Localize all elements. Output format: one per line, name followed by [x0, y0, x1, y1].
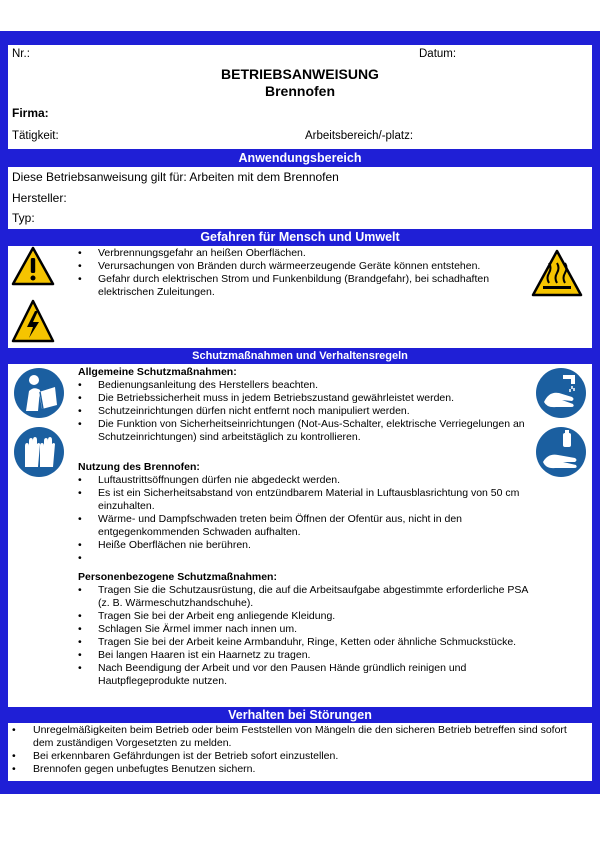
nutzung-list [78, 474, 528, 565]
header-section [8, 45, 592, 149]
hand-cream-icon [535, 426, 587, 478]
nr-label: Nr.: [12, 48, 30, 60]
list-item: • Tragen Sie bei der Arbeit eng anliegende Kleidung. [78, 610, 528, 623]
person-title: Personenbezogene Schutzmaßnahmen: [78, 571, 277, 583]
list-item: • Tragen Sie die Schutzausrüstung, die auf die Arbeitsaufgabe abgestimmte erforderliche PSA (z. B. Wärmeschutzhandschuhe). [78, 584, 528, 610]
stoerungen-heading: Verhalten bei Störungen [8, 708, 592, 722]
list-item: • Luftaustrittsöffnungen dürfen nie abgedeckt werden. [78, 474, 528, 487]
page-subtitle: Brennofen [265, 83, 335, 99]
list-item: • Schlagen Sie Ärmel immer nach innen um. [78, 623, 528, 636]
allgemein-title: Allgemeine Schutzmaßnahmen: [78, 366, 237, 378]
allgemein-block [78, 366, 528, 444]
list-item: • Bei erkennbaren Gefährdungen ist der Betrieb sofort einzustellen. [12, 750, 588, 763]
list-item: • Brennofen gegen unbefugtes Benutzen sichern. [12, 763, 588, 776]
list-item: • Schutzeinrichtungen dürfen nicht entfernt noch manipuliert werden. [78, 405, 528, 418]
stoerungen-section [8, 723, 592, 781]
page-title: BETRIEBSANWEISUNG [221, 66, 379, 82]
list-item: • Unregelmäßigkeiten beim Betrieb oder beim Feststellen von Mängeln die den sicheren Betrieb betreffen sind sofort dem zuständigen Vorgesetzten zu melden. [12, 724, 588, 750]
list-item: • Bedienungsanleitung des Herstellers beachten. [78, 379, 528, 392]
list-item: • Wärme- und Dampfschwaden treten beim Öffnen der Ofentür aus, nicht in den entgegenkommenden Schwaden aufhalten. [78, 513, 528, 539]
anwendungsbereich-section [8, 167, 592, 229]
gefahren-list [78, 247, 526, 299]
anwendungsbereich-heading: Anwendungsbereich [8, 150, 592, 166]
list-item: • Die Funktion von Sicherheitseinrichtungen (Not-Aus-Schalter, elektrische Verriegelungen an Schutzeinrichtungen) sind arbeitstäglich zu kontrollieren. [78, 418, 528, 444]
person-block [78, 571, 528, 688]
list-item: • Nach Beendigung der Arbeit und vor den Pausen Hände gründlich reinigen und Hautpflegeprodukte nutzen. [78, 662, 528, 688]
typ-label: Typ: [12, 211, 35, 225]
taetigkeit-label: Tätigkeit: [12, 130, 59, 142]
list-item: • Heiße Oberflächen nie berühren. [78, 539, 528, 552]
warning-general-icon [11, 246, 55, 286]
list-item: • Verursachungen von Bränden durch wärmeerzeugende Geräte können entstehen. [78, 260, 526, 273]
gefahren-section [8, 246, 592, 348]
schutz-section [8, 364, 592, 707]
warning-hot-surface-icon [531, 249, 583, 297]
arbeitsbereich-label: Arbeitsbereich/-platz: [305, 130, 414, 142]
schutz-heading: Schutzmaßnahmen und Verhaltensregeln [8, 349, 592, 363]
gefahren-heading: Gefahren für Mensch und Umwelt [8, 230, 592, 245]
warning-electric-icon [11, 299, 55, 344]
list-item: • Gefahr durch elektrischen Strom und Funkenbildung (Brandgefahr), bei schadhaften elektrischen Zuleitungen. [78, 273, 526, 299]
firma-label: Firma: [12, 106, 49, 120]
nutzung-title: Nutzung des Brennofen: [78, 461, 200, 473]
person-list [78, 584, 528, 688]
list-item: • Verbrennungsgefahr an heißen Oberflächen. [78, 247, 526, 260]
list-item: • Es ist ein Sicherheitsabstand von entzündbarem Material in Luftausblasrichtung von 50 cm einzuhalten. [78, 487, 528, 513]
wash-hands-icon [535, 367, 587, 419]
hersteller-label: Hersteller: [12, 191, 67, 205]
list-item: • Tragen Sie bei der Arbeit keine Armbanduhr, Ringe, Ketten oder ähnliche Schmuckstücke. [78, 636, 528, 649]
list-item [78, 552, 528, 565]
anwendungsbereich-text: Diese Betriebsanweisung gilt für: Arbeiten mit dem Brennofen [12, 170, 339, 184]
nutzung-block [78, 461, 528, 565]
list-item: • Die Betriebssicherheit muss in jedem Betriebszustand gewährleistet werden. [78, 392, 528, 405]
list-item: • Bei langen Haaren ist ein Haarnetz zu tragen. [78, 649, 528, 662]
stoerungen-list [12, 724, 588, 776]
gloves-icon [13, 426, 65, 478]
datum-label: Datum: [419, 48, 457, 60]
read-manual-icon [13, 367, 65, 419]
allgemein-list [78, 379, 528, 444]
